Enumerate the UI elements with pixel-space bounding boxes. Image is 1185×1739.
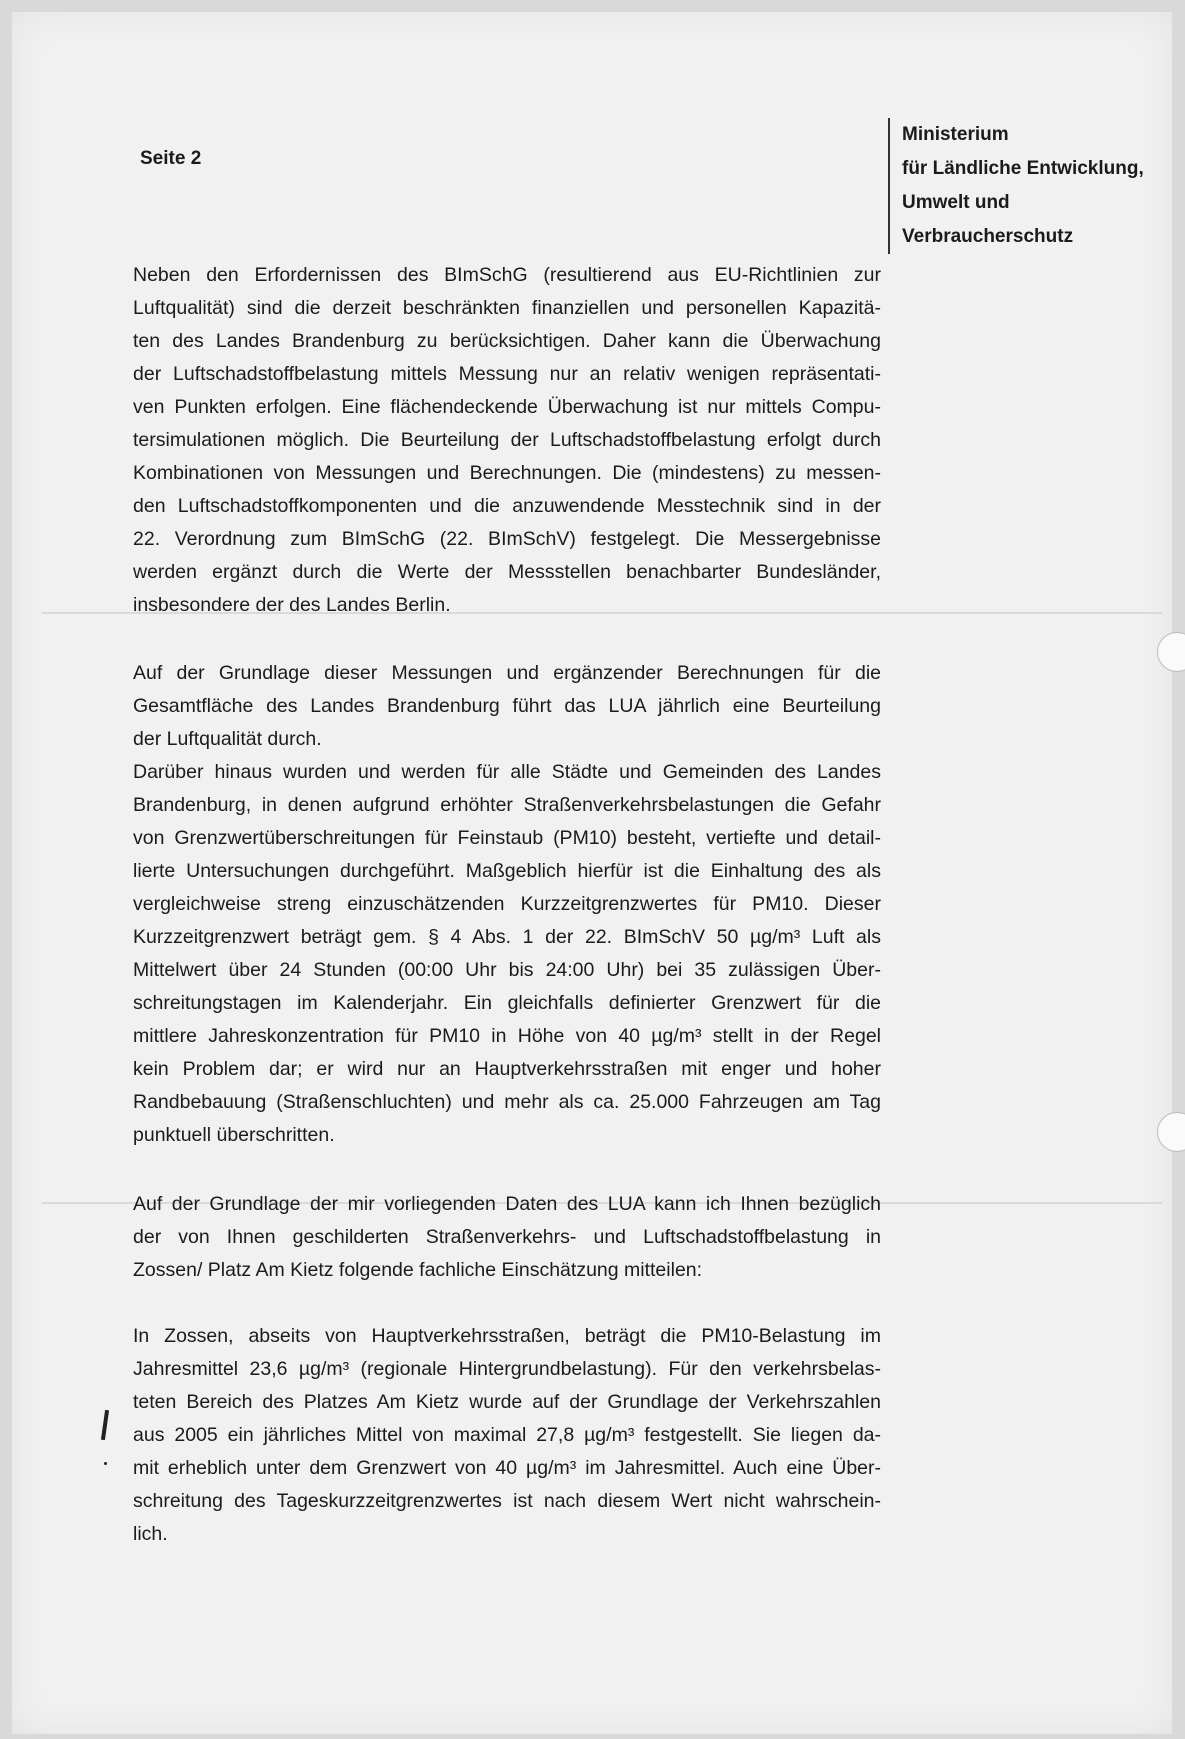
ministry-line: für Ländliche Entwicklung,: [902, 158, 1144, 179]
text-line: der Luftschadstoffbelastung mittels Messung nur an relativ wenigen repräsentati-: [133, 363, 881, 385]
punch-hole: [1157, 632, 1185, 672]
text-line: der von Ihnen geschilderten Straßenverkehrs- und Luftschadstoffbelastung in: [133, 1226, 881, 1248]
text-line: von Grenzwertüberschreitungen für Feinstaub (PM10) besteht, vertiefte und detail-: [133, 827, 881, 849]
text-line: Kurzzeitgrenzwert beträgt gem. § 4 Abs. 1 der 22. BImSchV 50 µg/m³ Luft als: [133, 926, 881, 948]
text-line: lich.: [133, 1523, 168, 1545]
text-line: mit erheblich unter dem Grenzwert von 40 µg/m³ im Jahresmittel. Auch eine Über-: [133, 1457, 881, 1479]
text-line: den Luftschadstoffkomponenten und die anzuwendende Messtechnik sind in der: [133, 495, 881, 517]
text-line: Neben den Erfordernissen des BImSchG (resultierend aus EU-Richtlinien zur: [133, 264, 881, 286]
text-line: tersimulationen möglich. Die Beurteilung der Luftschadstoffbelastung erfolgt durch: [133, 429, 881, 451]
text-line: punktuell überschritten.: [133, 1124, 335, 1146]
punch-hole: [1157, 1112, 1185, 1152]
text-line: Darüber hinaus wurden und werden für alle Städte und Gemeinden des Landes: [133, 761, 881, 783]
text-line: der Luftqualität durch.: [133, 728, 322, 750]
text-line: Brandenburg, in denen aufgrund erhöhter Straßenverkehrsbelastungen die Gefahr: [133, 794, 881, 816]
text-line: Jahresmittel 23,6 µg/m³ (regionale Hintergrundbelastung). Für den verkehrsbelas-: [133, 1358, 881, 1380]
ministry-header: [888, 118, 1144, 254]
text-line: Luftqualität) sind die derzeit beschränkten finanziellen und personellen Kapazitä-: [133, 297, 881, 319]
text-line: Zossen/ Platz Am Kietz folgende fachliche Einschätzung mitteilen:: [133, 1259, 703, 1281]
text-line: kein Problem dar; er wird nur an Hauptverkehrsstraßen mit enger und hoher: [133, 1058, 881, 1080]
text-line: lierte Untersuchungen durchgeführt. Maßgeblich hierfür ist die Einhaltung des als: [133, 860, 881, 882]
paragraph-requirements: [133, 259, 881, 622]
text-line: werden ergänzt durch die Werte der Messstellen benachbarter Bundesländer,: [133, 561, 881, 583]
text-line: vergleichweise streng einzuschätzenden Kurzzeitgrenzwertes für PM10. Dieser: [133, 893, 881, 915]
paragraph-assessment: [133, 657, 881, 1152]
text-line: mittlere Jahreskonzentration für PM10 in Höhe von 40 µg/m³ stellt in der Regel: [133, 1025, 881, 1047]
text-line: Auf der Grundlage dieser Messungen und ergänzender Berechnungen für die: [133, 662, 881, 684]
text-line: aus 2005 ein jährliches Mittel von maximal 27,8 µg/m³ festgestellt. Sie liegen da-: [133, 1424, 881, 1446]
text-line: insbesondere der des Landes Berlin.: [133, 594, 451, 616]
text-line: ven Punkten erfolgen. Eine flächendeckende Überwachung ist nur mittels Compu-: [133, 396, 881, 418]
ministry-line: Ministerium: [902, 124, 1009, 145]
text-line: schreitung des Tageskurzzeitgrenzwertes ist nach diesem Wert nicht wahrschein-: [133, 1490, 881, 1512]
text-line: Randbebauung (Straßenschluchten) und mehr als ca. 25.000 Fahrzeugen am Tag: [133, 1091, 881, 1113]
text-line: schreitungstagen im Kalenderjahr. Ein gleichfalls definierter Grenzwert für die: [133, 992, 881, 1014]
ministry-line: Verbraucherschutz: [902, 226, 1074, 247]
text-line: In Zossen, abseits von Hauptverkehrsstraßen, beträgt die PM10-Belastung im: [133, 1325, 881, 1347]
text-line: Auf der Grundlage der mir vorliegenden Daten des LUA kann ich Ihnen bezüglich: [133, 1193, 881, 1215]
text-line: Gesamtfläche des Landes Brandenburg führt das LUA jährlich eine Beurteilung: [133, 695, 881, 717]
text-line: teten Bereich des Platzes Am Kietz wurde auf der Grundlage der Verkehrszahlen: [133, 1391, 881, 1413]
page-number: Seite 2: [140, 148, 202, 169]
ministry-line: Umwelt und: [902, 192, 1010, 213]
text-line: ten des Landes Brandenburg zu berücksichtigen. Daher kann die Überwachung: [133, 330, 881, 352]
paragraph-zossen-result: [133, 1320, 881, 1551]
paragraph-data-basis: [133, 1188, 881, 1287]
text-line: 22. Verordnung zum BImSchG (22. BImSchV) festgelegt. Die Messergebnisse: [133, 528, 881, 550]
pen-dot: [104, 1462, 107, 1465]
text-line: Mittelwert über 24 Stunden (00:00 Uhr bis 24:00 Uhr) bei 35 zulässigen Über-: [133, 959, 881, 981]
text-line: Kombinationen von Messungen und Berechnungen. Die (mindestens) zu messen-: [133, 462, 881, 484]
